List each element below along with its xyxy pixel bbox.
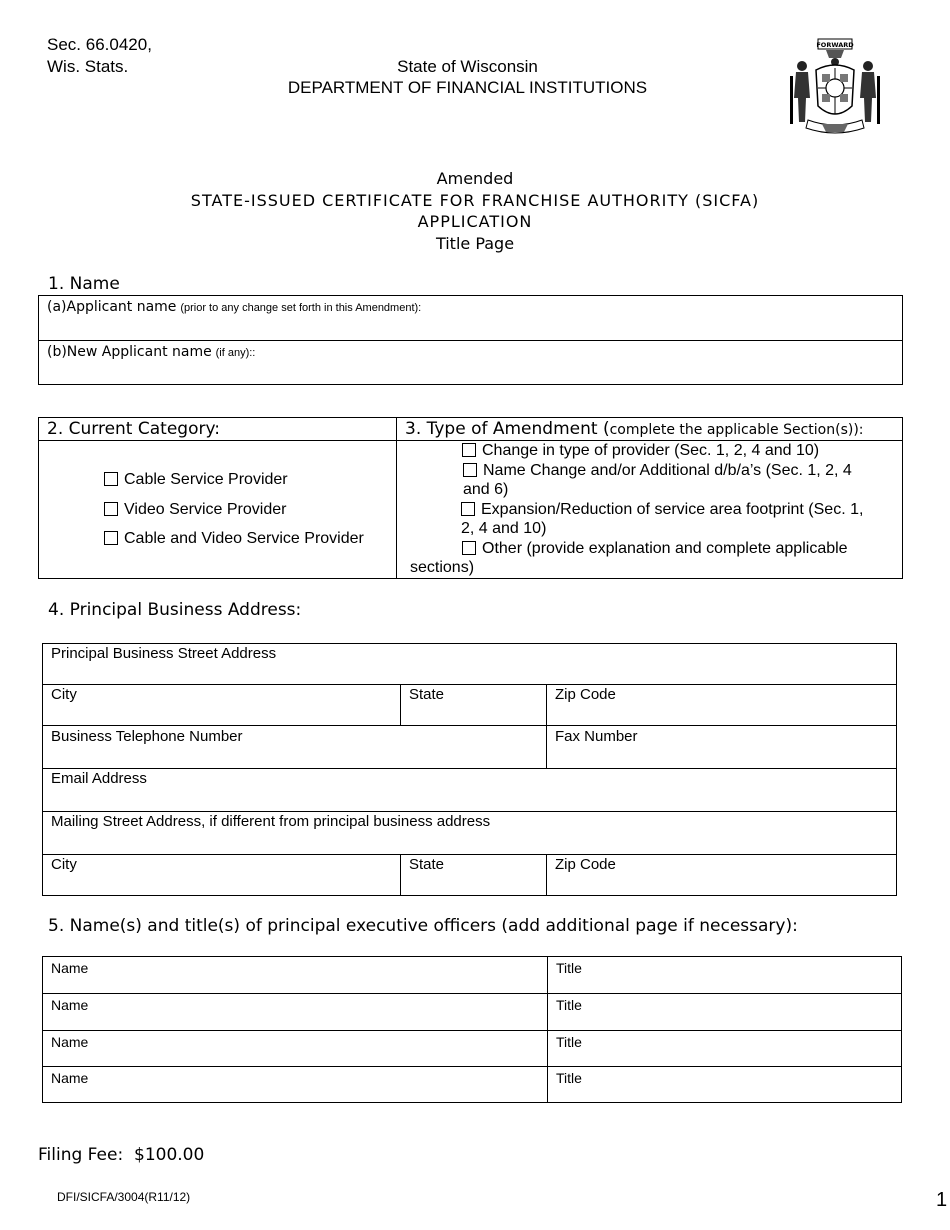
principal-street-field[interactable] — [42, 643, 897, 685]
category-cable-option[interactable] — [104, 465, 364, 495]
officer-name-label: Name — [51, 1070, 89, 1086]
expansion-checkbox[interactable] — [461, 502, 475, 516]
amendment-type-options — [396, 440, 903, 579]
provider-type-checkbox[interactable] — [462, 443, 476, 457]
page-number: 1 — [936, 1189, 948, 1211]
applicant-name-label: (a)Applicant name — [47, 299, 177, 315]
principal-street-label: Principal Business Street Address — [51, 645, 277, 662]
title-page-label: Title Page — [435, 233, 515, 253]
new-applicant-name-label: (b)New Applicant name — [47, 344, 212, 360]
city-label: City — [51, 686, 77, 703]
applicant-name-note: (prior to any change set forth in this Amendment): — [180, 302, 422, 314]
statute-reference — [47, 34, 152, 78]
current-category-options — [38, 440, 397, 579]
department-name: DEPARTMENT OF FINANCIAL INSTITUTIONS — [287, 78, 648, 97]
section-3-header-cell — [396, 417, 903, 441]
name-change-label-2: and 6) — [463, 481, 509, 498]
state-field[interactable] — [400, 684, 547, 726]
provider-type-label: Change in type of provider (Sec. 1, 2, 4 and 10) — [482, 442, 820, 459]
business-phone-field[interactable] — [42, 725, 547, 769]
category-cable-video-option[interactable] — [104, 524, 364, 554]
filing-fee — [38, 1145, 204, 1165]
mailing-city-label: City — [51, 856, 77, 873]
filing-fee-label: Filing Fee: — [38, 1145, 124, 1165]
officer-title-label: Title — [556, 1070, 582, 1086]
section-2-header-cell — [38, 417, 397, 441]
email-label: Email Address — [51, 770, 147, 787]
section-3-heading-note: complete the applicable Section(s)): — [609, 422, 864, 438]
other-label-2: sections) — [410, 559, 475, 576]
title-application: APPLICATION — [417, 212, 533, 231]
officer-title-label: Title — [556, 960, 582, 976]
other-label-1: Other (provide explanation and complete applicable — [482, 539, 848, 557]
cable-checkbox[interactable] — [104, 472, 118, 486]
city-field[interactable] — [42, 684, 401, 726]
zip-field[interactable] — [546, 684, 897, 726]
title-amended: Amended — [436, 169, 514, 188]
new-applicant-name-field[interactable] — [38, 340, 903, 385]
document-title — [0, 168, 950, 254]
officer-title-field[interactable] — [547, 1066, 902, 1103]
video-checkbox[interactable] — [104, 502, 118, 516]
statute-line-2: Wis. Stats. — [47, 57, 129, 76]
category-video-label: Video Service Provider — [124, 500, 287, 518]
state-label: State — [409, 686, 445, 703]
agency-header — [240, 56, 695, 98]
officer-title-field[interactable] — [547, 1030, 902, 1067]
statute-line-1: Sec. 66.0420, — [47, 35, 152, 54]
mailing-street-label: Mailing Street Address, if different from principal business address — [51, 813, 491, 830]
form-identifier: DFI/SICFA/3004(R11/12) — [57, 1190, 191, 1204]
email-field[interactable] — [42, 768, 897, 812]
mailing-state-label: State — [409, 856, 445, 873]
mailing-state-field[interactable] — [400, 854, 547, 896]
officer-title-field[interactable] — [547, 956, 902, 994]
zip-label: Zip Code — [555, 686, 616, 703]
officer-title-label: Title — [556, 1034, 582, 1050]
section-2-heading: 2. Current Category: — [47, 419, 221, 439]
mailing-city-field[interactable] — [42, 854, 401, 896]
section-1-heading: 1. Name — [48, 274, 120, 294]
applicant-name-field[interactable] — [38, 295, 903, 341]
mailing-zip-label: Zip Code — [555, 856, 616, 873]
officer-title-field[interactable] — [547, 993, 902, 1031]
fax-field[interactable] — [546, 725, 897, 769]
officer-name-label: Name — [51, 960, 89, 976]
wisconsin-seal — [782, 36, 888, 140]
cable-video-checkbox[interactable] — [104, 531, 118, 545]
amendment-expansion-option[interactable] — [461, 500, 863, 520]
category-video-option[interactable] — [104, 495, 364, 525]
amendment-name-change-option[interactable] — [463, 461, 852, 481]
name-change-checkbox[interactable] — [463, 463, 477, 477]
amendment-other-option[interactable] — [462, 539, 848, 559]
new-applicant-name-note: (if any):: — [215, 347, 256, 359]
category-cable-label: Cable Service Provider — [124, 471, 288, 488]
amendment-provider-type-option[interactable] — [462, 441, 819, 461]
officer-name-field[interactable] — [42, 1030, 548, 1067]
fax-label: Fax Number — [555, 728, 638, 745]
business-phone-label: Business Telephone Number — [51, 728, 243, 745]
title-sicfa: STATE-ISSUED CERTIFICATE FOR FRANCHISE AUTHORITY (SICFA) — [190, 190, 760, 210]
officer-name-field[interactable] — [42, 1066, 548, 1103]
officer-title-label: Title — [556, 997, 582, 1013]
other-checkbox[interactable] — [462, 541, 476, 555]
officer-name-label: Name — [51, 1034, 89, 1050]
seal-motto: FORWARD — [816, 41, 854, 49]
expansion-label-1: Expansion/Reduction of service area footprint (Sec. 1, — [481, 500, 864, 518]
section-5-heading: 5. Name(s) and title(s) of principal executive officers (add additional page if necessary): — [48, 916, 798, 936]
mailing-zip-field[interactable] — [546, 854, 897, 896]
officer-name-field[interactable] — [42, 956, 548, 994]
section-3-heading: 3. Type of Amendment ( — [405, 419, 610, 439]
expansion-label-2: 2, 4 and 10) — [461, 520, 547, 537]
section-4-heading: 4. Principal Business Address: — [48, 600, 302, 620]
name-change-label-1: Name Change and/or Additional d/b/a’s (Sec. 1, 2, 4 — [483, 461, 852, 479]
officer-name-label: Name — [51, 997, 89, 1013]
mailing-street-field[interactable] — [42, 811, 897, 855]
category-cable-video-label: Cable and Video Service Provider — [124, 530, 364, 547]
officer-name-field[interactable] — [42, 993, 548, 1031]
state-name: State of Wisconsin — [397, 57, 538, 76]
filing-fee-amount: $100.00 — [134, 1145, 205, 1165]
